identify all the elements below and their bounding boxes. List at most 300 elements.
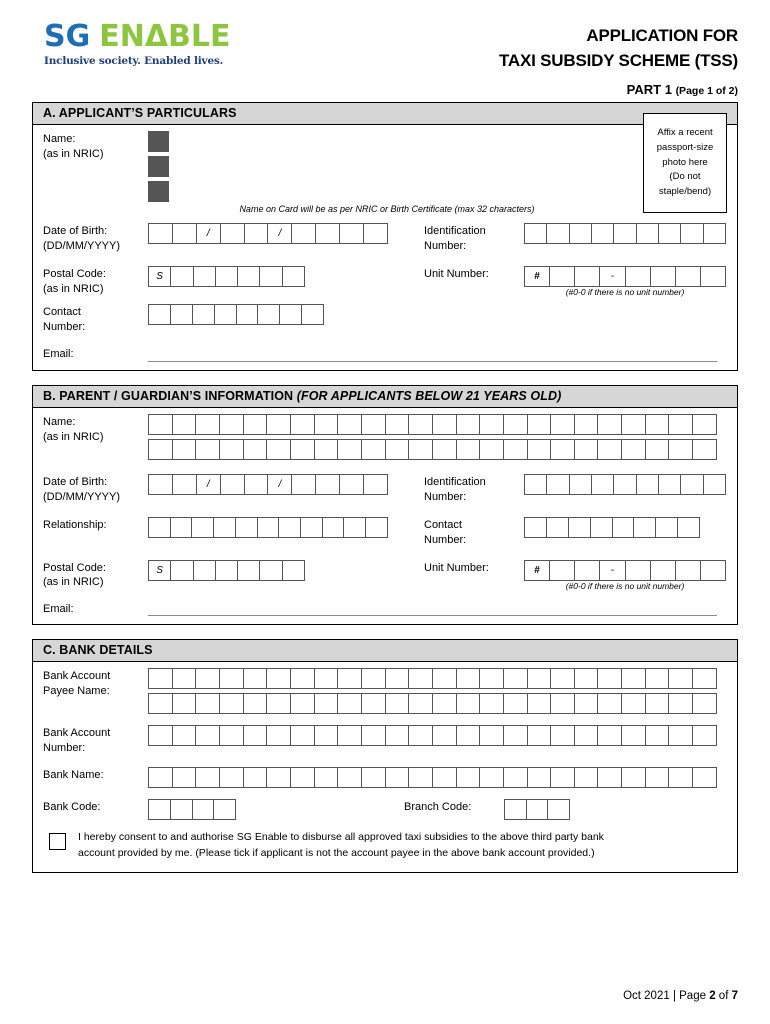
input-cell[interactable]: [149, 415, 173, 434]
input-cell[interactable]: [551, 726, 575, 745]
input-cell[interactable]: [659, 224, 681, 243]
input-cell[interactable]: [575, 726, 599, 745]
input-cell[interactable]: [214, 518, 236, 537]
input-cell[interactable]: [168, 132, 169, 151]
input-cell[interactable]: [338, 440, 362, 459]
input-cell[interactable]: [457, 415, 481, 434]
bank-payee-name-fields: [148, 668, 717, 714]
input-cell[interactable]: [221, 224, 245, 243]
input-cell[interactable]: [409, 768, 433, 787]
photo-affix-box: [643, 113, 727, 213]
input-cell[interactable]: [216, 267, 238, 286]
input-cell[interactable]: [433, 694, 457, 713]
input-cell[interactable]: [315, 415, 339, 434]
input-cell[interactable]: [220, 415, 244, 434]
input-cell[interactable]: [504, 726, 528, 745]
input-cell[interactable]: [291, 415, 315, 434]
input-cell[interactable]: [196, 669, 220, 688]
input-cell[interactable]: S: [149, 561, 171, 580]
input-cell[interactable]: [292, 475, 316, 494]
applicant-unit-label: Unit Number:: [424, 267, 489, 280]
applicant-contact-field[interactable]: [148, 304, 324, 325]
input-cell[interactable]: [364, 475, 388, 494]
input-cell[interactable]: [244, 440, 268, 459]
input-cell[interactable]: [693, 415, 717, 434]
input-cell[interactable]: [194, 267, 216, 286]
input-cell[interactable]: [457, 694, 481, 713]
input-cell[interactable]: [362, 440, 386, 459]
input-cell[interactable]: [171, 518, 193, 537]
bank-name-field[interactable]: [148, 767, 717, 788]
input-cell[interactable]: [551, 440, 575, 459]
applicant-postal-unit-row: [43, 266, 727, 297]
input-cell[interactable]: [457, 768, 481, 787]
input-cell[interactable]: [315, 669, 339, 688]
input-cell[interactable]: [681, 224, 703, 243]
input-cell[interactable]: [570, 475, 592, 494]
input-cell[interactable]: [173, 669, 197, 688]
input-cell[interactable]: [291, 440, 315, 459]
section-b-heading-main: B. PARENT / GUARDIAN’S INFORMATION: [43, 389, 297, 404]
input-cell[interactable]: [701, 267, 726, 286]
input-cell[interactable]: [646, 768, 670, 787]
input-cell[interactable]: [215, 305, 237, 324]
input-cell[interactable]: [550, 267, 575, 286]
bank-code-field[interactable]: [148, 799, 236, 820]
input-cell[interactable]: [646, 440, 670, 459]
applicant-name-row-2[interactable]: [148, 156, 169, 177]
input-cell[interactable]: [704, 224, 726, 243]
input-cell[interactable]: [149, 224, 173, 243]
input-cell[interactable]: [291, 694, 315, 713]
input-cell[interactable]: [344, 518, 366, 537]
input-cell[interactable]: [528, 726, 552, 745]
input-cell[interactable]: [149, 800, 171, 819]
input-cell[interactable]: [676, 561, 701, 580]
input-cell[interactable]: [527, 800, 549, 819]
guardian-name-row: [43, 414, 727, 460]
input-cell[interactable]: [149, 518, 171, 537]
input-cell[interactable]: [528, 768, 552, 787]
input-cell[interactable]: [338, 768, 362, 787]
input-cell[interactable]: [173, 224, 197, 243]
guardian-dob-field[interactable]: [148, 474, 388, 495]
input-cell[interactable]: [362, 415, 386, 434]
input-cell[interactable]: [551, 694, 575, 713]
section-c-bank-details: [32, 639, 738, 872]
input-cell[interactable]: [614, 475, 636, 494]
document-title-block: [499, 22, 738, 97]
input-cell[interactable]: [598, 669, 622, 688]
input-cell[interactable]: [196, 415, 220, 434]
input-cell[interactable]: [291, 669, 315, 688]
input-cell[interactable]: [433, 669, 457, 688]
input-cell[interactable]: [622, 669, 646, 688]
input-cell[interactable]: [669, 694, 693, 713]
bank-name-row: [43, 767, 727, 788]
input-cell[interactable]: [283, 267, 305, 286]
input-cell[interactable]: [575, 415, 599, 434]
input-cell[interactable]: [547, 475, 569, 494]
input-cell[interactable]: [149, 694, 173, 713]
input-cell[interactable]: [504, 415, 528, 434]
input-cell[interactable]: [457, 440, 481, 459]
applicant-name-row-1[interactable]: [148, 131, 169, 152]
bank-payee-name-label: Bank Account Payee Name:: [43, 670, 111, 698]
input-cell[interactable]: [598, 768, 622, 787]
input-cell[interactable]: [173, 768, 197, 787]
input-cell[interactable]: -: [600, 267, 625, 286]
guardian-email-label: Email:: [43, 602, 74, 615]
input-cell[interactable]: [338, 694, 362, 713]
input-cell[interactable]: [173, 726, 197, 745]
input-cell[interactable]: [646, 669, 670, 688]
input-cell[interactable]: [622, 768, 646, 787]
input-cell[interactable]: [386, 726, 410, 745]
input-cell[interactable]: [676, 267, 701, 286]
guardian-postal-field[interactable]: [148, 560, 305, 581]
input-cell[interactable]: [693, 694, 717, 713]
input-cell[interactable]: -: [600, 561, 625, 580]
input-cell[interactable]: [386, 440, 410, 459]
input-cell[interactable]: [193, 305, 215, 324]
input-cell[interactable]: [245, 475, 269, 494]
input-cell[interactable]: [173, 694, 197, 713]
guardian-unit-field[interactable]: [524, 560, 726, 581]
input-cell[interactable]: [570, 224, 592, 243]
input-cell[interactable]: [669, 415, 693, 434]
input-cell[interactable]: [386, 415, 410, 434]
input-cell[interactable]: [149, 305, 171, 324]
input-cell[interactable]: [651, 561, 676, 580]
input-cell[interactable]: [236, 518, 258, 537]
input-cell[interactable]: [149, 475, 173, 494]
input-cell[interactable]: [196, 768, 220, 787]
applicant-unit-field[interactable]: [524, 266, 726, 287]
input-cell[interactable]: [244, 694, 268, 713]
input-cell[interactable]: [168, 157, 169, 176]
input-cell[interactable]: [547, 518, 569, 537]
input-cell[interactable]: [316, 475, 340, 494]
input-cell[interactable]: [173, 415, 197, 434]
input-cell[interactable]: [626, 267, 651, 286]
input-cell[interactable]: [221, 475, 245, 494]
input-cell[interactable]: [301, 518, 323, 537]
input-cell[interactable]: [364, 224, 388, 243]
sg-enable-logo: [32, 19, 231, 67]
input-cell[interactable]: [551, 768, 575, 787]
input-cell[interactable]: [244, 415, 268, 434]
part-indicator: [499, 82, 738, 97]
input-cell[interactable]: [409, 440, 433, 459]
input-cell[interactable]: [173, 440, 197, 459]
input-cell[interactable]: [279, 518, 301, 537]
page-footer: [623, 990, 738, 1002]
input-cell[interactable]: [220, 694, 244, 713]
input-cell[interactable]: [149, 669, 173, 688]
input-cell[interactable]: [626, 561, 651, 580]
input-cell[interactable]: [504, 440, 528, 459]
input-cell[interactable]: [505, 800, 527, 819]
input-cell[interactable]: [622, 694, 646, 713]
input-cell[interactable]: [280, 305, 302, 324]
input-cell[interactable]: [575, 267, 600, 286]
input-cell[interactable]: [171, 800, 193, 819]
input-cell[interactable]: [362, 726, 386, 745]
input-cell[interactable]: [622, 726, 646, 745]
input-cell[interactable]: [386, 669, 410, 688]
input-cell[interactable]: [575, 561, 600, 580]
input-cell[interactable]: [480, 768, 504, 787]
input-cell[interactable]: [656, 518, 678, 537]
input-cell[interactable]: [669, 669, 693, 688]
applicant-contact-label: Contact Number:: [43, 305, 86, 333]
input-cell[interactable]: [528, 440, 552, 459]
input-cell[interactable]: [433, 440, 457, 459]
input-cell[interactable]: [258, 305, 280, 324]
input-cell[interactable]: [551, 669, 575, 688]
input-cell[interactable]: [196, 726, 220, 745]
input-cell[interactable]: [457, 669, 481, 688]
applicant-postal-wrap: [148, 266, 305, 287]
input-cell[interactable]: [214, 800, 236, 819]
guardian-unit-wrap: [524, 560, 726, 591]
input-cell[interactable]: [678, 518, 700, 537]
input-cell[interactable]: [315, 440, 339, 459]
input-cell[interactable]: [646, 726, 670, 745]
input-cell[interactable]: [245, 224, 269, 243]
input-cell[interactable]: [592, 475, 614, 494]
input-cell[interactable]: [598, 726, 622, 745]
input-cell[interactable]: [315, 726, 339, 745]
input-cell[interactable]: [362, 669, 386, 688]
input-cell[interactable]: [693, 726, 717, 745]
guardian-relationship-contact-row: [43, 517, 727, 548]
input-cell[interactable]: [362, 768, 386, 787]
bank-payee-name-row-2[interactable]: [148, 693, 717, 714]
input-cell[interactable]: [598, 415, 622, 434]
input-cell[interactable]: #: [525, 561, 550, 580]
input-cell[interactable]: [260, 267, 282, 286]
input-cell[interactable]: [238, 561, 260, 580]
input-cell[interactable]: [267, 768, 291, 787]
input-cell[interactable]: [338, 669, 362, 688]
input-cell[interactable]: [196, 440, 220, 459]
guardian-name-row-1[interactable]: [148, 414, 717, 435]
input-cell[interactable]: [283, 561, 305, 580]
input-cell[interactable]: [267, 726, 291, 745]
input-cell[interactable]: [637, 224, 659, 243]
input-cell[interactable]: [340, 475, 364, 494]
input-cell[interactable]: [598, 694, 622, 713]
input-cell[interactable]: [315, 694, 339, 713]
input-cell[interactable]: [480, 415, 504, 434]
input-cell[interactable]: [260, 561, 282, 580]
applicant-email-field[interactable]: [148, 347, 717, 362]
input-cell[interactable]: [171, 305, 193, 324]
input-cell[interactable]: [669, 726, 693, 745]
input-cell[interactable]: [598, 440, 622, 459]
input-cell[interactable]: [646, 415, 670, 434]
applicant-name-row-3[interactable]: [148, 181, 169, 202]
input-cell[interactable]: #: [525, 267, 550, 286]
part-page-label: (Page 1 of 2): [675, 85, 738, 98]
input-cell[interactable]: [550, 561, 575, 580]
input-cell[interactable]: /: [268, 475, 292, 494]
input-cell[interactable]: [480, 694, 504, 713]
input-cell[interactable]: [504, 694, 528, 713]
input-cell[interactable]: [196, 694, 220, 713]
input-cell[interactable]: [651, 267, 676, 286]
input-cell[interactable]: [614, 224, 636, 243]
bank-payee-name-row-1[interactable]: [148, 668, 717, 689]
input-cell[interactable]: [528, 694, 552, 713]
guardian-unit-note: (#0-0 if there is no unit number): [565, 580, 685, 591]
input-cell[interactable]: [504, 768, 528, 787]
input-cell[interactable]: [693, 440, 717, 459]
input-cell[interactable]: [340, 224, 364, 243]
logo-sg-text: SG: [44, 19, 91, 54]
consent-checkbox[interactable]: [49, 833, 66, 850]
input-cell[interactable]: [575, 669, 599, 688]
input-cell[interactable]: [409, 415, 433, 434]
input-cell[interactable]: [244, 768, 268, 787]
applicant-id-field[interactable]: [524, 223, 726, 244]
input-cell[interactable]: /: [197, 224, 221, 243]
input-cell[interactable]: [569, 518, 591, 537]
guardian-contact-field[interactable]: [524, 517, 700, 538]
input-cell[interactable]: [433, 415, 457, 434]
applicant-dob-field[interactable]: [148, 223, 388, 244]
input-cell[interactable]: [409, 669, 433, 688]
input-cell[interactable]: [548, 800, 570, 819]
input-cell[interactable]: [528, 669, 552, 688]
input-cell[interactable]: [216, 561, 238, 580]
input-cell[interactable]: [267, 694, 291, 713]
input-cell[interactable]: [194, 561, 216, 580]
input-cell[interactable]: [192, 518, 214, 537]
input-cell[interactable]: [622, 415, 646, 434]
applicant-postal-field[interactable]: [148, 266, 305, 287]
input-cell[interactable]: [366, 518, 388, 537]
input-cell[interactable]: [409, 694, 433, 713]
input-cell[interactable]: [480, 726, 504, 745]
input-cell[interactable]: [622, 440, 646, 459]
input-cell[interactable]: [168, 182, 169, 201]
input-cell[interactable]: /: [268, 224, 292, 243]
input-cell[interactable]: [220, 726, 244, 745]
input-cell[interactable]: [258, 518, 280, 537]
input-cell[interactable]: [267, 669, 291, 688]
input-cell[interactable]: [267, 415, 291, 434]
input-cell[interactable]: [338, 415, 362, 434]
input-cell[interactable]: [575, 768, 599, 787]
input-cell[interactable]: [193, 800, 215, 819]
input-cell[interactable]: [149, 726, 173, 745]
input-cell[interactable]: [433, 726, 457, 745]
input-cell[interactable]: [480, 440, 504, 459]
input-cell[interactable]: [547, 224, 569, 243]
input-cell[interactable]: [669, 440, 693, 459]
input-cell[interactable]: [681, 475, 703, 494]
guardian-relationship-field[interactable]: [148, 517, 388, 538]
input-cell[interactable]: [669, 768, 693, 787]
input-cell[interactable]: [634, 518, 656, 537]
input-cell[interactable]: [693, 768, 717, 787]
input-cell[interactable]: [480, 669, 504, 688]
guardian-postal-unit-row: [43, 560, 727, 591]
input-cell[interactable]: [362, 694, 386, 713]
applicant-name-fields: [148, 131, 169, 202]
input-cell[interactable]: [171, 267, 193, 286]
input-cell[interactable]: [528, 415, 552, 434]
input-cell[interactable]: [244, 669, 268, 688]
input-cell[interactable]: [504, 669, 528, 688]
guardian-email-field[interactable]: [148, 601, 717, 616]
input-cell[interactable]: [323, 518, 345, 537]
input-cell[interactable]: [338, 726, 362, 745]
input-cell[interactable]: [386, 768, 410, 787]
input-cell[interactable]: [315, 768, 339, 787]
input-cell[interactable]: [659, 475, 681, 494]
input-cell[interactable]: [646, 694, 670, 713]
input-cell[interactable]: [433, 768, 457, 787]
input-cell[interactable]: [525, 475, 547, 494]
input-cell[interactable]: [592, 224, 614, 243]
branch-code-field[interactable]: [504, 799, 570, 820]
bank-account-number-field[interactable]: [148, 725, 717, 746]
input-cell[interactable]: [386, 694, 410, 713]
input-cell[interactable]: [525, 518, 547, 537]
input-cell[interactable]: [575, 694, 599, 713]
input-cell[interactable]: [171, 561, 193, 580]
input-cell[interactable]: [701, 561, 726, 580]
input-cell[interactable]: [613, 518, 635, 537]
input-cell[interactable]: [237, 305, 259, 324]
input-cell[interactable]: [409, 726, 433, 745]
input-cell[interactable]: [291, 768, 315, 787]
section-a-applicant-particulars: [32, 102, 738, 371]
input-cell[interactable]: [220, 669, 244, 688]
input-cell[interactable]: [316, 224, 340, 243]
input-cell[interactable]: [238, 267, 260, 286]
guardian-id-field[interactable]: [524, 474, 726, 495]
input-cell[interactable]: [525, 224, 547, 243]
input-cell[interactable]: /: [197, 475, 221, 494]
input-cell[interactable]: [704, 475, 726, 494]
input-cell[interactable]: [302, 305, 324, 324]
input-cell[interactable]: [173, 475, 197, 494]
input-cell[interactable]: [551, 415, 575, 434]
input-cell[interactable]: [220, 768, 244, 787]
input-cell[interactable]: [267, 440, 291, 459]
input-cell[interactable]: [575, 440, 599, 459]
guardian-name-row-2[interactable]: [148, 439, 717, 460]
input-cell[interactable]: [457, 726, 481, 745]
input-cell[interactable]: [220, 440, 244, 459]
input-cell[interactable]: S: [149, 267, 171, 286]
applicant-postal-label: Postal Code: (as in NRIC): [43, 267, 106, 295]
input-cell[interactable]: [693, 669, 717, 688]
input-cell[interactable]: [149, 768, 173, 787]
input-cell[interactable]: [244, 726, 268, 745]
input-cell[interactable]: [292, 224, 316, 243]
input-cell[interactable]: [149, 440, 173, 459]
input-cell[interactable]: [637, 475, 659, 494]
input-cell[interactable]: [291, 726, 315, 745]
section-a-body: [33, 125, 737, 370]
input-cell[interactable]: [591, 518, 613, 537]
